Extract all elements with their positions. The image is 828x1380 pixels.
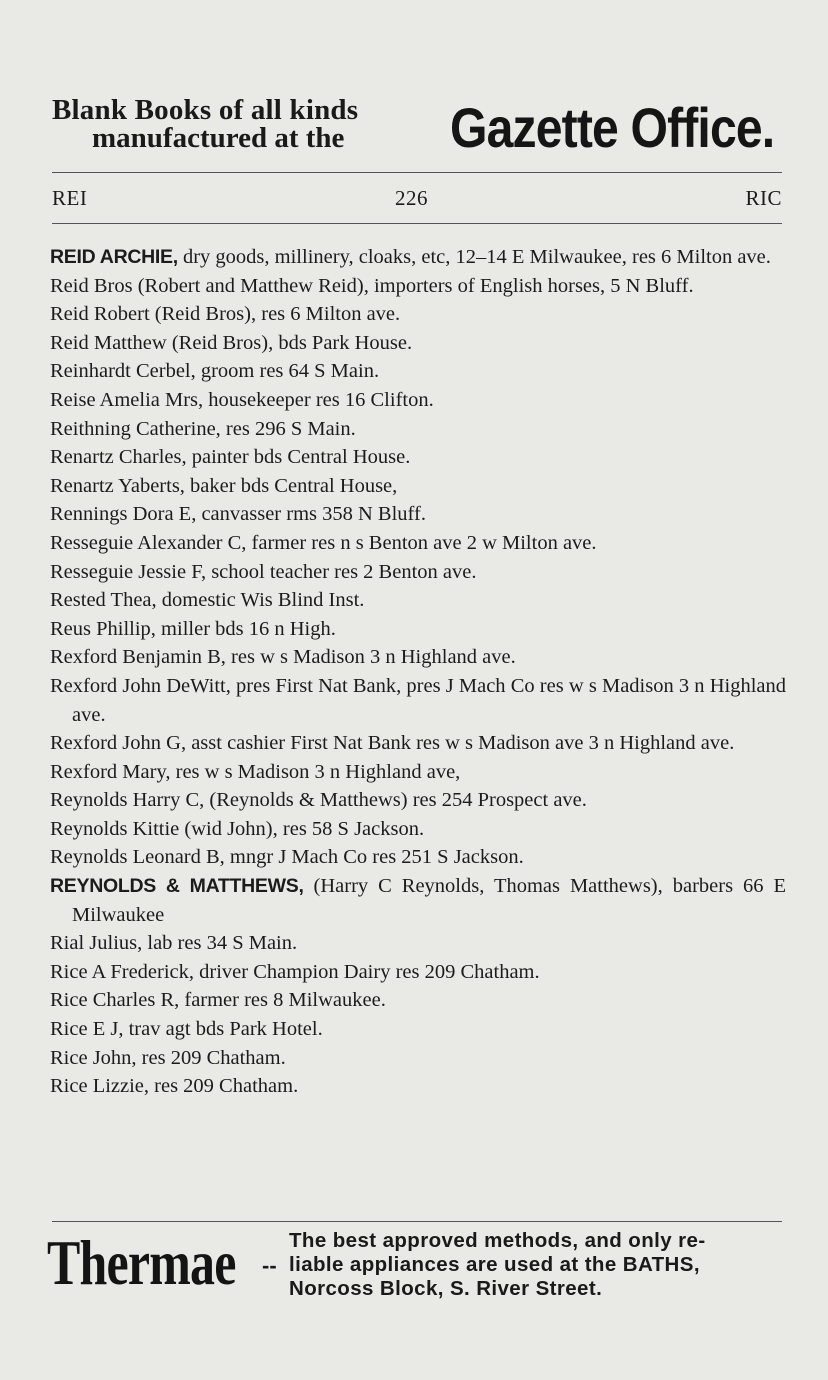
entry-text: Reynolds Leonard B, mngr J Mach Co res 251 S Jackson. <box>50 846 524 869</box>
entry-text: Reid Matthew (Reid Bros), bds Park House. <box>50 331 413 354</box>
entry-bold-name: REYNOLDS & MATTHEWS, <box>50 875 304 898</box>
entry-text: Reinhardt Cerbel, groom res 64 S Main. <box>50 360 380 383</box>
header-rule-bottom <box>52 223 782 224</box>
entry-text: Rested Thea, domestic Wis Blind Inst. <box>50 589 365 612</box>
entry-text: Rice A Frederick, driver Champion Dairy res 209 Chatham. <box>50 960 540 983</box>
entry-text: Reus Phillip, miller bds 16 n High. <box>50 617 336 640</box>
entry-text: Reynolds Kittie (wid John), res 58 S Jackson. <box>50 817 425 840</box>
directory-entry <box>50 615 786 644</box>
directory-entry <box>50 415 786 444</box>
footer-rule <box>52 1221 782 1222</box>
ad-copy-line2: liable appliances are used at the BATHS, <box>289 1253 700 1276</box>
running-head-right: RIC <box>745 186 782 210</box>
entry-text: Renartz Charles, painter bds Central House. <box>50 446 411 469</box>
ad-brand-thermae: Thermae <box>47 1227 236 1298</box>
directory-entries <box>50 243 786 1101</box>
entry-text: Resseguie Jessie F, school teacher res 2 Benton ave. <box>50 560 477 583</box>
entry-text: Rexford John DeWitt, pres First Nat Bank, pres J Mach Co res w s Madison 3 n Highland ave. <box>50 674 786 726</box>
directory-entry <box>50 586 786 615</box>
ad-tagline-line2: manufactured at the <box>92 122 345 154</box>
directory-entry <box>50 357 786 386</box>
directory-entry <box>50 243 786 272</box>
entry-text: Rice John, res 209 Chatham. <box>50 1046 286 1069</box>
entry-text: Rexford John G, asst cashier First Nat Bank res w s Madison ave 3 n Highland ave. <box>50 732 735 755</box>
directory-entry <box>50 300 786 329</box>
directory-entry <box>50 986 786 1015</box>
top-advertisement <box>52 96 792 166</box>
directory-entry <box>50 529 786 558</box>
entry-text: Reynolds Harry C, (Reynolds & Matthews) res 254 Prospect ave. <box>50 789 587 812</box>
directory-entry <box>50 558 786 587</box>
directory-entry <box>50 1072 786 1101</box>
entry-text: Rexford Mary, res w s Madison 3 n Highland ave, <box>50 760 461 783</box>
entry-text: Reid Bros (Robert and Matthew Reid), importers of English horses, 5 N Bluff. <box>50 274 694 297</box>
entry-text: Renartz Yaberts, baker bds Central House, <box>50 474 398 497</box>
entry-text: dry goods, millinery, cloaks, etc, 12–14 E Milwaukee, res 6 Milton ave. <box>177 246 771 268</box>
entry-text: (Harry C Reynolds, Thomas Matthews), barbers 66 E Milwaukee <box>72 875 787 926</box>
entry-text: Rice Charles R, farmer res 8 Milwaukee. <box>50 989 386 1012</box>
directory-entry <box>50 500 786 529</box>
header-rule-top <box>52 172 782 173</box>
entry-text: Reid Robert (Reid Bros), res 6 Milton ave. <box>50 303 401 326</box>
directory-entry <box>50 958 786 987</box>
entry-text: Rial Julius, lab res 34 S Main. <box>50 932 298 955</box>
directory-entry <box>50 758 786 787</box>
ad-tagline-line1: Blank Books of all kinds <box>52 94 359 126</box>
directory-entry <box>50 1015 786 1044</box>
running-head <box>52 186 782 212</box>
entry-text: Reise Amelia Mrs, housekeeper res 16 Clifton. <box>50 388 434 411</box>
directory-entry <box>50 1044 786 1073</box>
running-head-left: REI <box>52 186 88 210</box>
directory-entry <box>50 643 786 672</box>
bottom-advertisement <box>47 1226 787 1306</box>
entry-text: Rice Lizzie, res 209 Chatham. <box>50 1075 299 1098</box>
entry-bold-name: REID ARCHIE, <box>50 246 178 268</box>
ad-dash: -- <box>262 1253 277 1278</box>
entry-text: Reithning Catherine, res 296 S Main. <box>50 417 356 440</box>
directory-entry <box>50 386 786 415</box>
ad-copy-line1: The best approved methods, and only re- <box>289 1229 706 1252</box>
directory-entry <box>50 272 786 301</box>
ad-copy <box>289 1229 789 1301</box>
directory-entry <box>50 872 786 929</box>
ad-copy-line3: Norcoss Block, S. River Street. <box>289 1277 603 1300</box>
directory-entry <box>50 786 786 815</box>
directory-entry <box>50 729 786 758</box>
directory-entry <box>50 472 786 501</box>
ad-tagline <box>52 96 432 152</box>
entry-text: Rexford Benjamin B, res w s Madison 3 n Highland ave. <box>50 646 516 669</box>
entry-text: Rennings Dora E, canvasser rms 358 N Bluff. <box>50 503 426 526</box>
directory-entry <box>50 843 786 872</box>
entry-text: Resseguie Alexander C, farmer res n s Benton ave 2 w Milton ave. <box>50 531 597 554</box>
directory-entry <box>50 815 786 844</box>
directory-entry <box>50 672 786 729</box>
page-number: 226 <box>395 186 428 210</box>
directory-entry <box>50 329 786 358</box>
directory-entry <box>50 929 786 958</box>
ad-brand-gazette: Gazette Office. <box>450 96 775 159</box>
directory-entry <box>50 443 786 472</box>
entry-text: Rice E J, trav agt bds Park Hotel. <box>50 1018 323 1041</box>
